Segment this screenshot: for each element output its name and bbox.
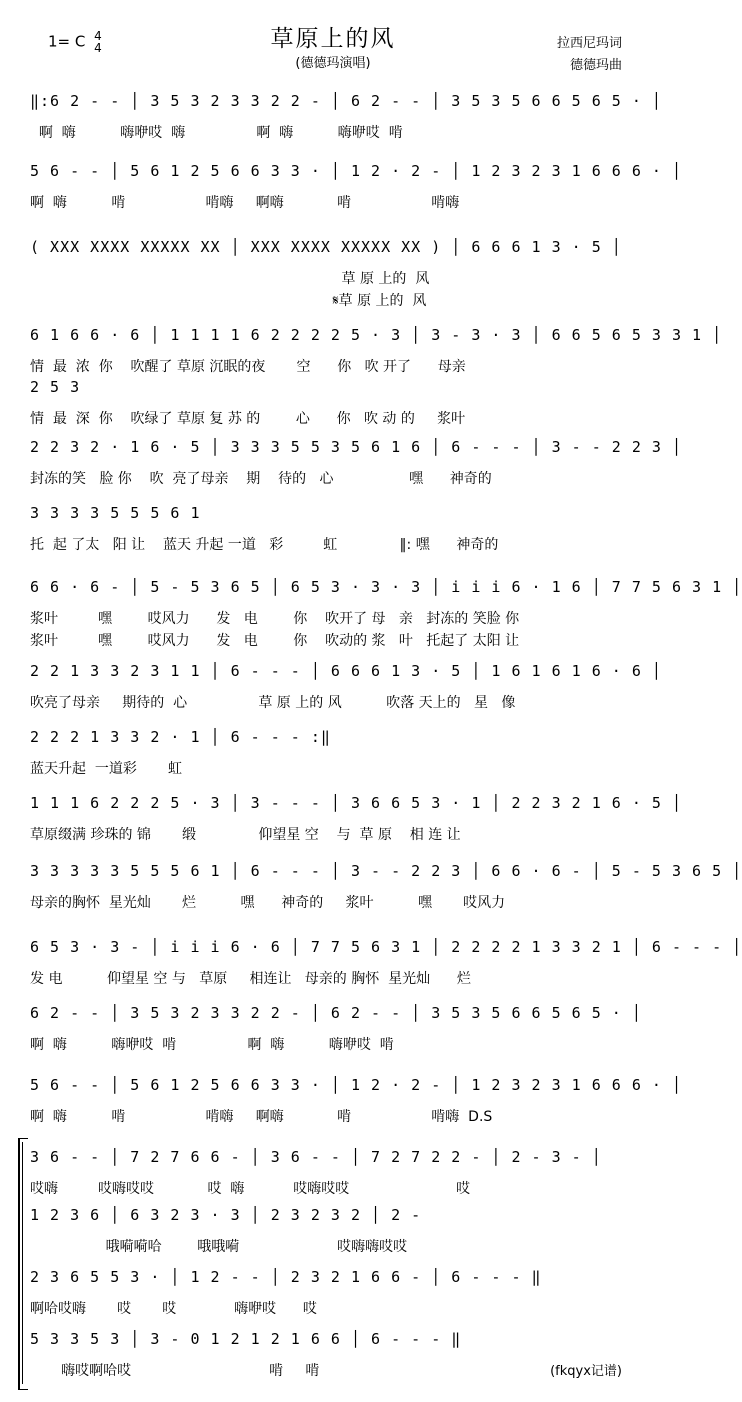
score-row bbox=[30, 92, 662, 152]
notation-line: 2 2 1 3 3 2 3 1 1 │ 6 - - - │ 6 6 6 1 3 · 5 │ 1 6 1 6 1 6 · 6 │ bbox=[30, 662, 662, 680]
lyric-line: 母亲的胸怀 星光灿 烂 嘿 神奇的 浆叶 嘿 哎风力 bbox=[30, 895, 506, 911]
lyric-line: 啊 嗨 啃 啃嗨 啊嗨 啃 啃嗨 D.S bbox=[30, 1109, 493, 1125]
score-row bbox=[30, 1076, 682, 1136]
lyric-line: 啊 嗨 啃 啃嗨 啊嗨 啃 啃嗨 bbox=[30, 195, 460, 211]
score-row bbox=[30, 162, 682, 222]
notation-line: 6 5 3 · 3 - │ i i i 6 · 6 │ 7 7 5 6 3 1 │ 2 2 2 2 1 3 3 2 1 │ 6 - - - │ bbox=[30, 938, 742, 956]
notation-line: 2 5 3 bbox=[30, 378, 81, 396]
notation-line: 6 2 - - │ 3 5 3 2 3 3 2 2 - │ 6 2 - - │ 3 5 3 5 6 6 5 6 5 · │ bbox=[30, 1004, 642, 1022]
lyric-line: 情 最 深 你 吹绿了 草原 复 苏 的 心 你 吹 动 的 浆叶 bbox=[30, 411, 466, 427]
lyric-line: 浆叶 嘿 哎风力 发 电 你 吹动的 浆 叶 托起了 太阳 让 bbox=[30, 633, 520, 649]
lyric-line: 啊 嗨 嗨咿哎 啃 啊 嗨 嗨咿哎 啃 bbox=[30, 1037, 394, 1053]
score-row bbox=[30, 1268, 640, 1328]
system-brace-inner bbox=[22, 1142, 23, 1384]
notation-line: 1 1 1 6 2 2 2 5 · 3 │ 3 - - - │ 3 6 6 5 3 · 1 │ 2 2 3 2 1 6 · 5 │ bbox=[30, 794, 682, 812]
score-row bbox=[30, 1148, 640, 1208]
lyric-line: 哦嗬嗬哈 哦哦嗬 哎嗨嗨哎哎 bbox=[30, 1239, 408, 1255]
score-row bbox=[30, 578, 742, 649]
lyric-line: 𝄋草 原 上的 风 bbox=[30, 293, 427, 309]
lyric-line: 嗨哎啊哈哎 啃 啃 bbox=[30, 1363, 320, 1379]
score-row bbox=[30, 1330, 640, 1390]
notation-line: 3 6 - - │ 7 2 7 6 6 - │ 3 6 - - │ 7 2 7 2 2 - │ 2 - 3 - │ bbox=[30, 1148, 602, 1166]
lyric-line: 封冻的笑 脸 你 吹 亮了母亲 期 待的 心 嘿 神奇的 bbox=[30, 471, 492, 487]
lyric-line: 蓝天升起 一道彩 虹 bbox=[30, 761, 183, 777]
notation-line: 2 2 2 1 3 3 2 · 1 │ 6 - - - :‖ bbox=[30, 728, 331, 746]
score-row bbox=[30, 662, 662, 722]
lyric-line: 托 起 了太 阳 让 蓝天 升起 一道 彩 虹 ‖: 嘿 神奇的 bbox=[30, 537, 499, 553]
score-row bbox=[30, 378, 640, 438]
notation-line: ‖:6 2 - - │ 3 5 3 2 3 3 2 2 - │ 6 2 - - │ 3 5 3 5 6 6 5 6 5 · │ bbox=[30, 92, 662, 110]
notation-line: 5 3 3 5 3 │ 3 - 0 1 2 1 2 1 6 6 │ 6 - - - ‖ bbox=[30, 1330, 462, 1348]
notation-line: 2 2 3 2 · 1 6 · 5 │ 3 3 3 5 5 3 5 6 1 6 │ 6 - - - │ 3 - - 2 2 3 │ bbox=[30, 438, 682, 456]
score-row bbox=[30, 438, 682, 498]
score-row bbox=[30, 862, 742, 922]
transcriber-credit: (fkqyx记谱) bbox=[550, 1364, 622, 1379]
notation-line: 5 6 - - │ 5 6 1 2 5 6 6 3 3 · │ 1 2 · 2 - │ 1 2 3 2 3 1 6 6 6 · │ bbox=[30, 1076, 682, 1094]
lyric-line: 草原缀满 珍珠的 锦 缎 仰望星 空 与 草 原 相 连 让 bbox=[30, 827, 461, 843]
score-row bbox=[30, 938, 742, 998]
lyricist-credit: 拉西尼玛词 bbox=[556, 36, 622, 51]
time-bottom: 4 bbox=[94, 41, 102, 55]
key-label: 1= C bbox=[48, 32, 86, 51]
lyric-line: 发 电 仰望星 空 与 草原 相连让 母亲的 胸怀 星光灿 烂 bbox=[30, 971, 471, 987]
lyric-line: 吹亮了母亲 期待的 心 草 原 上的 风 吹落 天上的 星 像 bbox=[30, 695, 516, 711]
score-row bbox=[30, 238, 640, 309]
score-row bbox=[30, 1206, 640, 1266]
lyric-line: 情 最 浓 你 吹醒了 草原 沉眠的夜 空 你 吹 开了 母亲 bbox=[30, 359, 466, 375]
score-row bbox=[30, 1004, 640, 1064]
notation-line: ( XXX XXXX XXXXX XX │ XXX XXXX XXXXX XX ) │ 6 6 6 1 3 · 5 │ bbox=[30, 238, 622, 256]
lyric-line: 啊 嗨 嗨咿哎 嗨 啊 嗨 嗨咿哎 啃 bbox=[30, 125, 403, 141]
score-row bbox=[30, 326, 723, 386]
notation-line: 3 3 3 3 3 5 5 5 6 1 │ 6 - - - │ 3 - - 2 2 3 │ 6 6 · 6 - │ 5 - 5 3 6 5 │ bbox=[30, 862, 742, 880]
score-row bbox=[30, 728, 640, 788]
composer-credit: 德德玛曲 bbox=[569, 58, 622, 73]
lyric-line: 啊哈哎嗨 哎 哎 嗨咿哎 哎 bbox=[30, 1301, 317, 1317]
notation-line: 2 3 6 5 5 3 · │ 1 2 - - │ 2 3 2 1 6 6 - │ 6 - - - ‖ bbox=[30, 1268, 542, 1286]
notation-line: 1 2 3 6 │ 6 3 2 3 · 3 │ 2 3 2 3 2 │ 2 - bbox=[30, 1206, 422, 1224]
notation-line: 3 3 3 3 5 5 5 6 1 bbox=[30, 504, 201, 522]
performer-credit: (德德玛演唱) bbox=[295, 56, 371, 71]
score-row bbox=[30, 504, 640, 564]
notation-line: 6 1 6 6 · 6 │ 1 1 1 1 6 2 2 2 2 5 · 3 │ 3 - 3 · 3 │ 6 6 5 6 5 3 3 1 │ bbox=[30, 326, 723, 344]
song-title: 草原上的风 bbox=[270, 26, 396, 52]
lyric-line: 哎嗨 哎嗨哎哎 哎 嗨 哎嗨哎哎 哎 bbox=[30, 1181, 471, 1197]
score-row bbox=[30, 794, 682, 854]
time-top: 4 bbox=[94, 29, 102, 43]
notation-line: 5 6 - - │ 5 6 1 2 5 6 6 3 3 · │ 1 2 · 2 - │ 1 2 3 2 3 1 6 6 6 · │ bbox=[30, 162, 682, 180]
lyric-line: 浆叶 嘿 哎风力 发 电 你 吹开了 母 亲 封冻的 笑脸 你 bbox=[30, 611, 520, 627]
lyric-line: 草 原 上的 风 bbox=[30, 271, 430, 287]
system-brace bbox=[18, 1138, 28, 1390]
notation-line: 6 6 · 6 - │ 5 - 5 3 6 5 │ 6 5 3 · 3 · 3 │ i i i 6 · 1 6 │ 7 7 5 6 3 1 │ bbox=[30, 578, 742, 596]
